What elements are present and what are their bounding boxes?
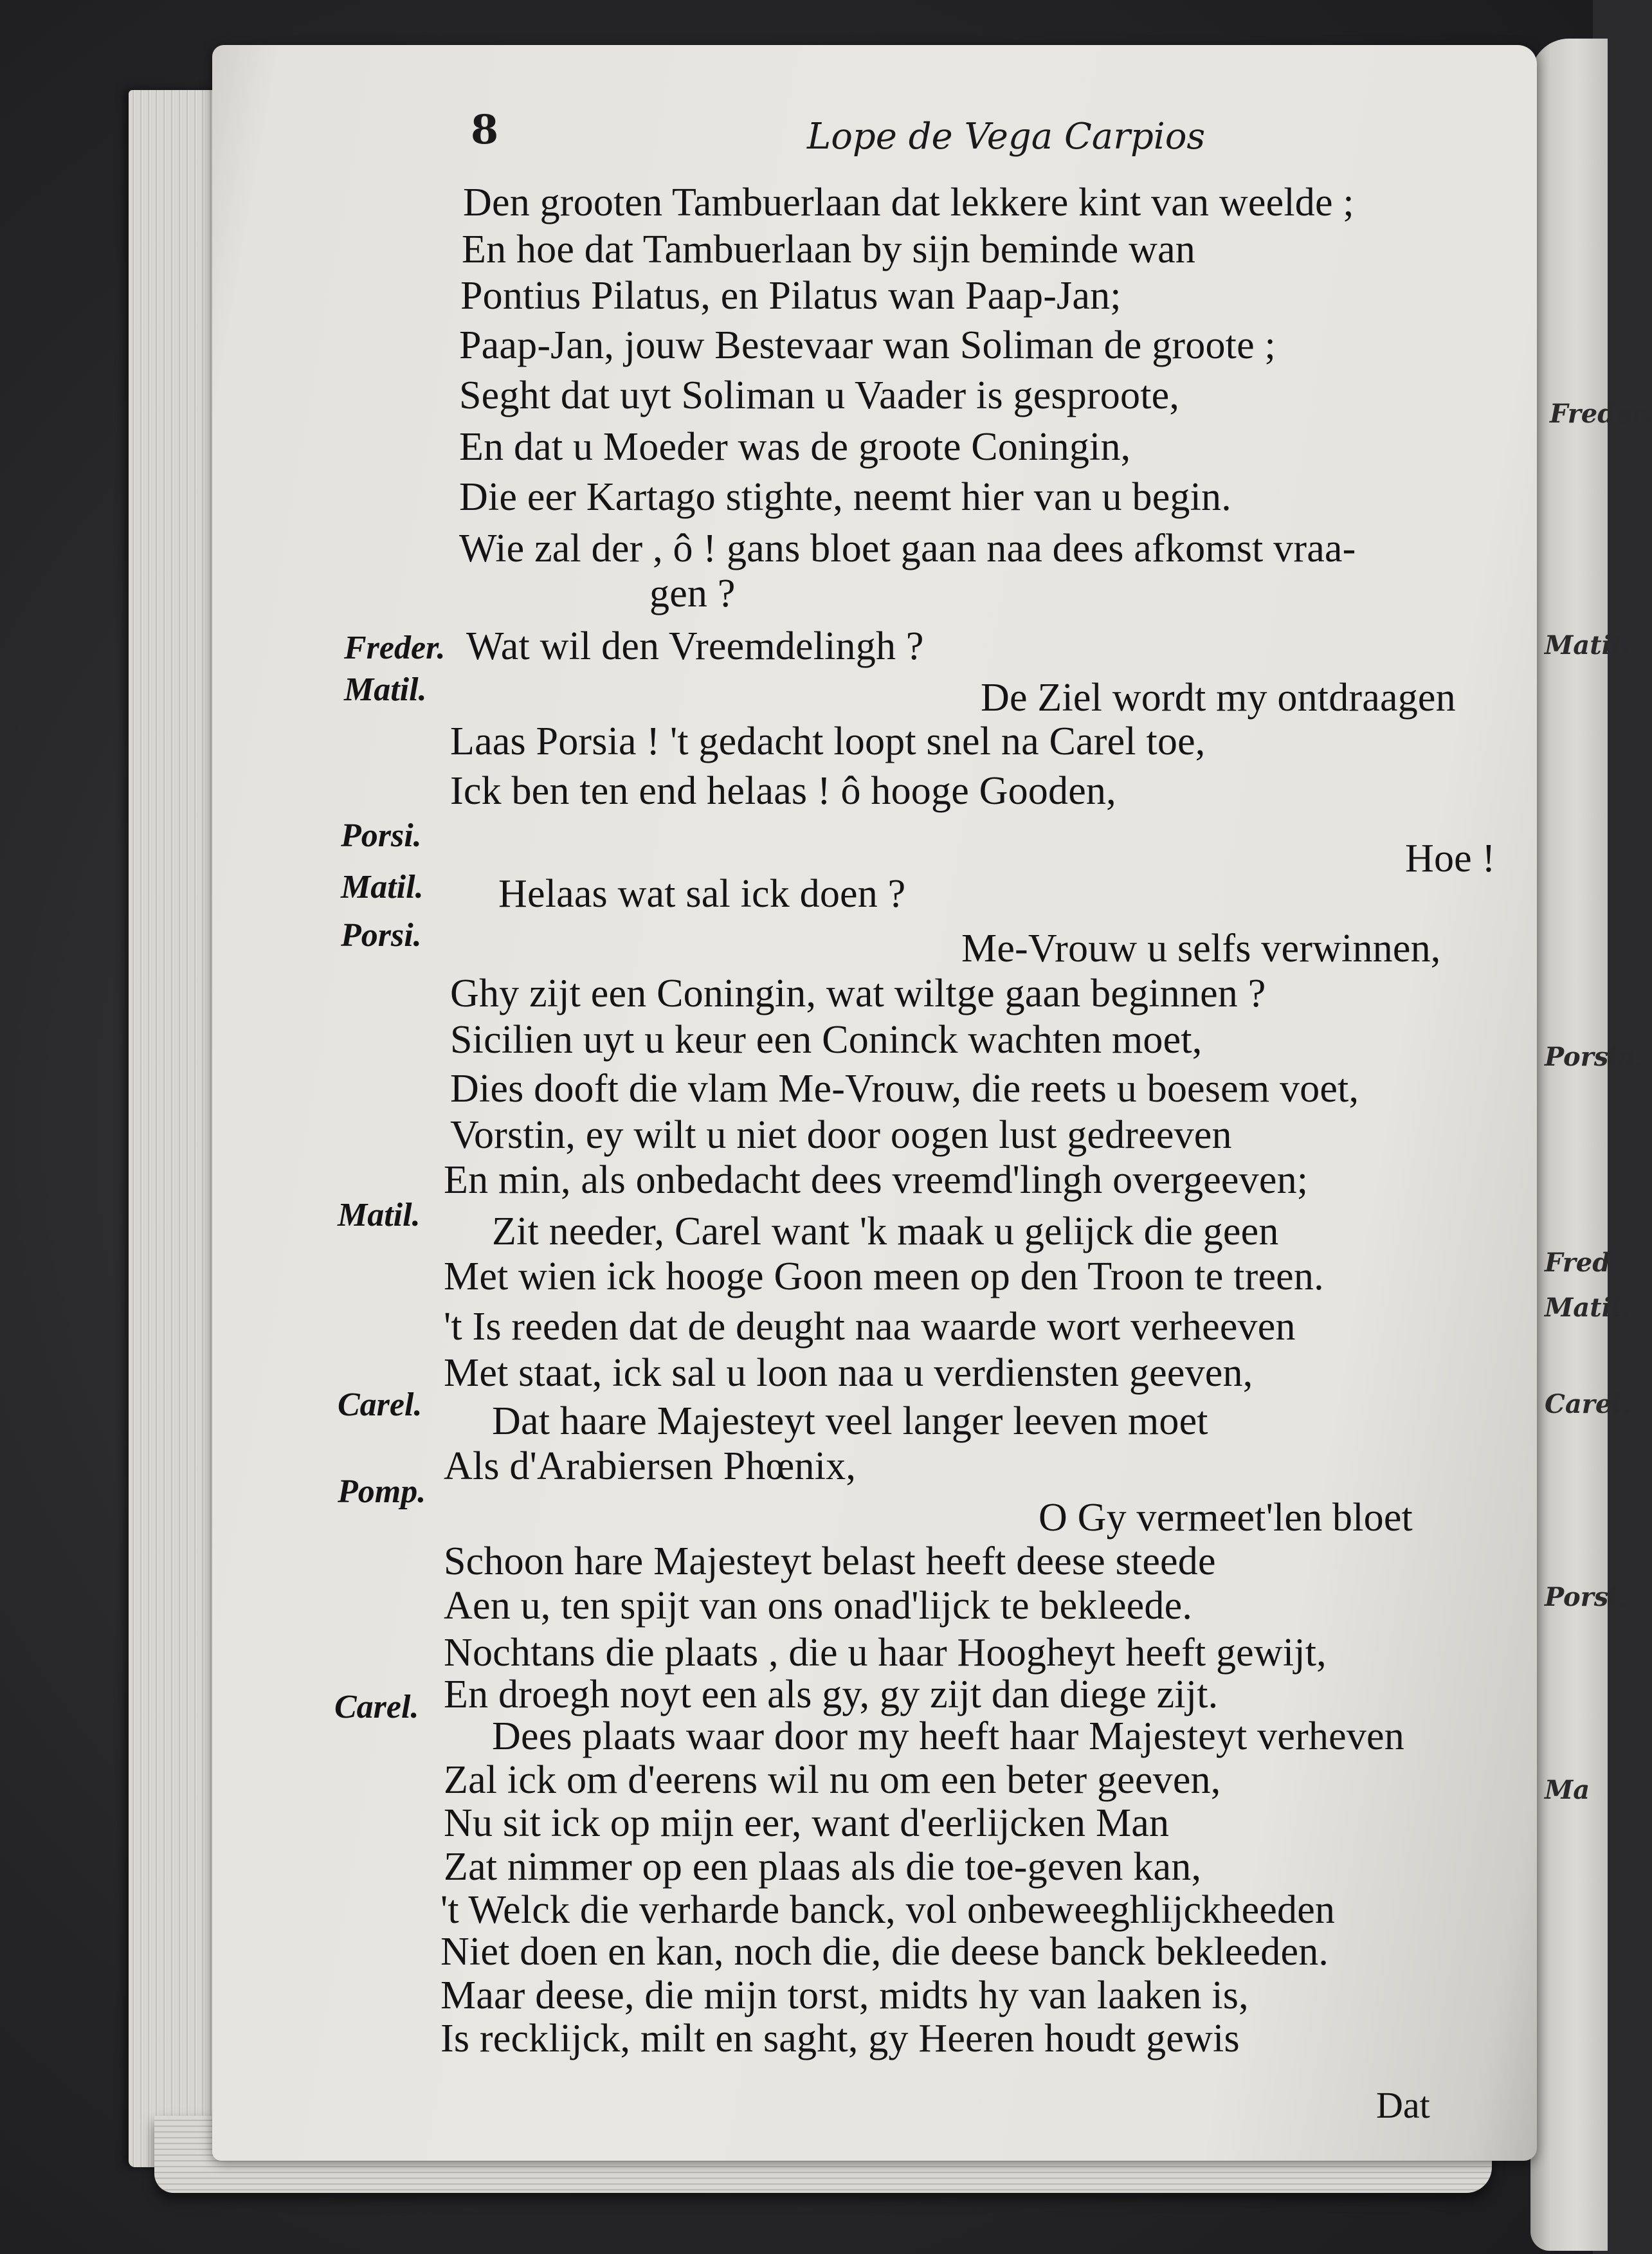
verse-line: Met wien ick hooge Goon meen op den Troon te treen. [444,1255,1324,1298]
verse-line: Me-Vrouw u selfs verwinnen, [961,927,1441,970]
verse-line: Dies dooft die vlam Me-Vrouw, die reets u boesem voet, [450,1067,1359,1111]
verse-line: En min, als onbedacht dees vreemd'lingh overgeeven; [444,1158,1309,1202]
speaker-name: Porsi. [341,917,422,954]
verse-line: Met staat, ick sal u loon naa u verdiensten geeven, [444,1351,1253,1395]
verse-line: Pontius Pilatus, en Pilatus wan Paap-Jan; [460,274,1121,318]
verse-line: 't Is reeden dat de deught naa waarde wort verheeven [444,1305,1296,1349]
verse-line: Niet doen en kan, noch die, die deese banck bekleeden. [440,1930,1329,1974]
verse-line: Maar deese, die mijn torst, midts hy van laaken is, [440,1974,1249,2017]
facing-speaker-label: Ma [1545,1775,1590,1805]
verse-line: En droegh noyt een als gy, gy zijt dan diege zijt. [444,1673,1219,1716]
verse-line: Wie zal der , ô ! gans bloet gaan naa dees afkomst vraa- [459,527,1356,570]
verse-line: Nu sit ick op mijn eer, want d'eerlijcken Man [444,1801,1170,1845]
verse-line: En dat u Moeder was de groote Coningin, [459,425,1131,469]
page-number: 8 [471,106,499,153]
facing-speaker-label: Freder. [1550,399,1652,429]
facing-speaker-label: Carel. [1545,1389,1631,1419]
verse-line: Zat nimmer op een plaas als die toe-geven kan, [444,1845,1202,1889]
verse-line: Dat haare Majesteyt veel langer leeven moet [492,1399,1208,1443]
facing-speaker-label: Porsia. [1545,1042,1644,1072]
verse-line: Seght dat uyt Soliman u Vaader is gesproote, [459,374,1180,417]
running-title: Lope de Vega Carpios [807,116,1206,158]
facing-speaker-label: Fred [1545,1248,1611,1278]
catchword: Dat [1376,2084,1430,2126]
speaker-name: Matil. [338,1197,421,1233]
speaker-name: Carel. [338,1386,422,1423]
verse-line: De Ziel wordt my ontdraagen [981,676,1456,720]
facing-page [1530,39,1652,2251]
verse-line: Nochtans die plaats , die u haar Hoogheyt heeft gewijt, [444,1631,1327,1675]
verse-line: Zal ick om d'eerens wil nu om een beter geeven, [444,1758,1221,1802]
verse-line: En hoe dat Tambuerlaan by sijn beminde wan [462,228,1195,271]
verse-line: Aen u, ten spijt van ons onad'lijck te bekleede. [444,1584,1193,1628]
verse-line: gen ? [649,572,736,615]
speaker-name: Freder. [344,630,446,666]
verse-line: 't Welck die verharde banck, vol onbeweeghlijckheeden [440,1888,1336,1932]
verse-line: Dees plaats waar door my heeft haar Majesteyt verheven [492,1714,1404,1758]
verse-line: Zit needer, Carel want 'k maak u gelijck die geen [492,1210,1279,1253]
verse-line: Die eer Kartago stighte, neemt hier van u begin. [459,475,1231,519]
speaker-name: Matil. [344,671,427,708]
verse-line: Is recklijck, milt en saght, gy Heeren houdt gewis [440,2017,1240,2060]
verse-line: Laas Porsia ! 't gedacht loopt snel na Carel toe, [450,720,1206,763]
speaker-name: Matil. [341,869,424,905]
verse-line: Wat wil den Vreemdelingh ? [466,624,924,668]
verse-line: Hoe ! [1405,837,1496,880]
facing-speaker-label: Matil. [1545,630,1630,660]
verse-line: Vorstin, ey wilt u niet door oogen lust gedreeven [450,1113,1232,1157]
verse-line: Schoon hare Majesteyt belast heeft deese steede [444,1540,1216,1583]
verse-line: Den grooten Tambuerlaan dat lekkere kint van weelde ; [463,181,1354,224]
verse-line: O Gy vermeet'len bloet [1039,1496,1413,1540]
verse-line: Ick ben ten end helaas ! ô hooge Gooden, [450,769,1116,813]
verse-line: Paap-Jan, jouw Bestevaar wan Soliman de groote ; [459,323,1276,367]
verse-line: Helaas wat sal ick doen ? [498,872,906,916]
speaker-name: Porsi. [341,817,422,854]
verse-line: Ghy zijt een Coningin, wat wiltge gaan beginnen ? [450,972,1266,1015]
speaker-name: Pomp. [338,1473,426,1510]
verse-line: Sicilien uyt u keur een Coninck wachten moet, [450,1018,1203,1062]
speaker-name: Carel. [334,1689,419,1725]
facing-speaker-label: Porsi. [1545,1582,1628,1612]
verse-line: Als d'Arabiersen Phœnix, [444,1444,857,1488]
facing-speaker-label: Matil. [1545,1293,1630,1323]
